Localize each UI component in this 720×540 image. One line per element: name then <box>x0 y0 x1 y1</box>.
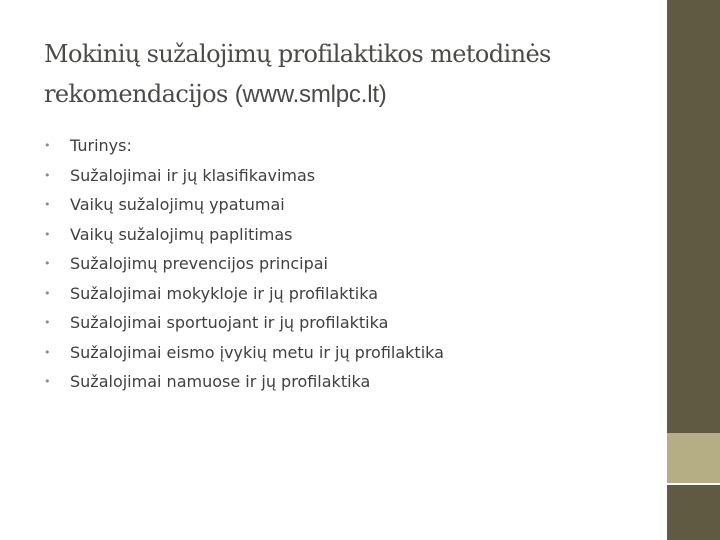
bullet-dot-icon: • <box>44 316 51 329</box>
bullet-dot-icon: • <box>44 168 51 182</box>
title-line-2: rekomendacijos <box>44 80 235 108</box>
bullet-dot-icon: • <box>44 286 51 300</box>
bullet-dot-icon: • <box>44 345 51 359</box>
bullet-dot-icon: • <box>44 227 51 241</box>
bullet-dot-icon: • <box>44 198 51 211</box>
bullet-text: Turinys: <box>70 136 132 155</box>
bullet-text: Vaikų sužalojimų ypatumai <box>70 195 285 214</box>
side-decor-band <box>667 0 720 540</box>
side-band-accent-block <box>667 433 720 483</box>
bullet-dot-icon: • <box>44 375 51 388</box>
slide-title <box>44 34 644 115</box>
bullet-text: Sužalojimai sportuojant ir jų profilaktika <box>70 313 389 332</box>
bullet-dot-icon: • <box>44 139 51 152</box>
bullet-dot-icon: • <box>44 257 51 270</box>
side-band-top <box>667 0 720 433</box>
title-url: (www.smlpc.lt) <box>234 81 387 108</box>
bullet-text: Sužalojimai mokykloje ir jų profilaktika <box>70 283 379 303</box>
bullet-text: Sužalojimai eismo įvykių metu ir jų profilaktika <box>70 342 444 362</box>
bullet-text: Sužalojimai ir jų klasifikavimas <box>70 165 316 185</box>
bullet-text: Vaikų sužalojimų paplitimas <box>70 224 293 244</box>
bullet-text: Sužalojimų prevencijos principai <box>70 254 328 273</box>
title-line-1: Mokinių sužalojimų profilaktikos metodinės <box>44 40 551 68</box>
side-band-bottom <box>667 485 720 540</box>
bullet-text: Sužalojimai namuose ir jų profilaktika <box>70 372 371 391</box>
